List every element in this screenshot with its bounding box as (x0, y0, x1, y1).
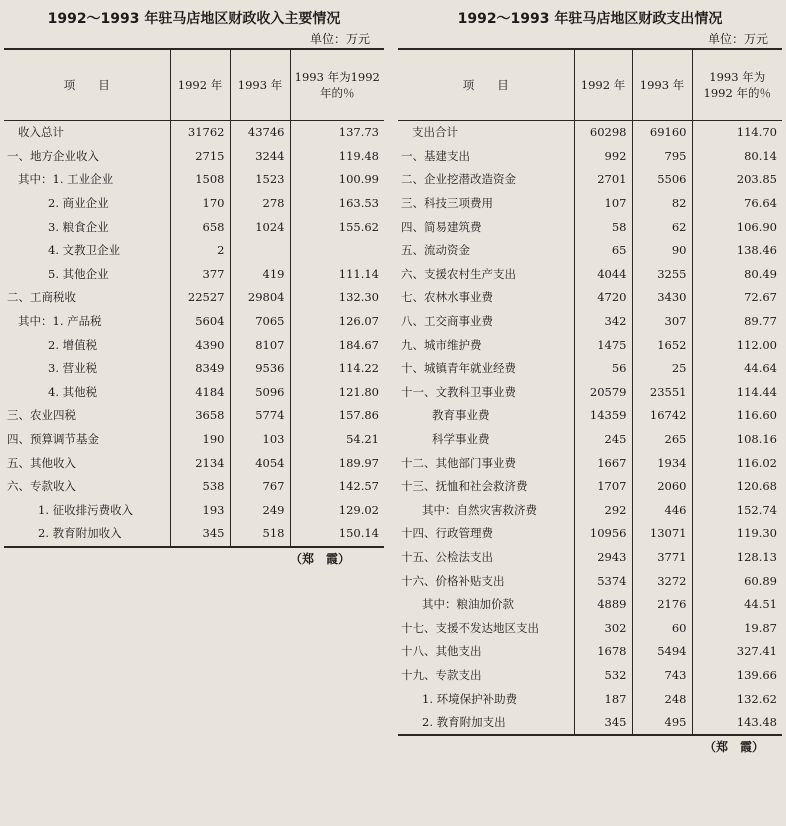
value-1992: 2 (170, 239, 230, 263)
value-1993: 43746 (230, 121, 290, 145)
value-1993: 1523 (230, 168, 290, 192)
value-1993: 29804 (230, 286, 290, 310)
value-ratio: 114.22 (290, 357, 384, 381)
value-ratio (290, 239, 384, 263)
row-label: 5. 其他企业 (4, 263, 170, 287)
expenditure-author: （郑 霞） (703, 740, 764, 755)
value-ratio: 19.87 (692, 616, 782, 640)
value-ratio: 108.16 (692, 428, 782, 452)
row-label: 十六、价格补贴支出 (398, 569, 574, 593)
table-row (4, 239, 384, 263)
value-ratio: 116.02 (692, 451, 782, 475)
row-label: 其中：1. 工业企业 (4, 168, 170, 192)
table-row (4, 168, 384, 192)
table-row (4, 121, 384, 145)
revenue-table-body (4, 121, 384, 547)
value-1993: 16742 (632, 404, 692, 428)
table-row (398, 475, 782, 499)
table-row (398, 711, 782, 736)
table-row (398, 192, 782, 216)
value-1992: 107 (574, 192, 632, 216)
header-item: 项 目 (398, 49, 574, 121)
value-1993: 5774 (230, 404, 290, 428)
revenue-table-title: 1992～1993 年驻马店地区财政收入主要情况 (47, 11, 341, 27)
value-1992: 8349 (170, 357, 230, 381)
expenditure-table-body (398, 121, 782, 736)
value-1993: 1652 (632, 333, 692, 357)
value-ratio: 111.14 (290, 263, 384, 287)
value-1993: 7065 (230, 310, 290, 334)
value-1993: 518 (230, 522, 290, 547)
value-1993: 767 (230, 475, 290, 499)
value-ratio: 152.74 (692, 499, 782, 523)
row-label: 2. 教育附加收入 (4, 522, 170, 547)
value-1992: 4044 (574, 263, 632, 287)
row-label: 二、企业挖潜改造资金 (398, 168, 574, 192)
table-row (398, 333, 782, 357)
value-1993: 103 (230, 428, 290, 452)
value-1992: 245 (574, 428, 632, 452)
value-1992: 2701 (574, 168, 632, 192)
value-ratio: 121.80 (290, 381, 384, 405)
row-label: 4. 其他税 (4, 381, 170, 405)
value-1993: 60 (632, 616, 692, 640)
value-1993: 495 (632, 711, 692, 736)
value-ratio: 126.07 (290, 310, 384, 334)
table-row (4, 451, 384, 475)
value-1993: 82 (632, 192, 692, 216)
value-1992: 5604 (170, 310, 230, 334)
header-1992: 1992 年 (170, 49, 230, 121)
value-ratio: 132.62 (692, 687, 782, 711)
value-1992: 4184 (170, 381, 230, 405)
value-ratio: 203.85 (692, 168, 782, 192)
value-1992: 4390 (170, 333, 230, 357)
value-1992: 2943 (574, 546, 632, 570)
value-1993: 2060 (632, 475, 692, 499)
row-label: 十四、行政管理费 (398, 522, 574, 546)
table-row (4, 404, 384, 428)
value-ratio: 163.53 (290, 192, 384, 216)
row-label: 3. 营业税 (4, 357, 170, 381)
row-label: 七、农林水事业费 (398, 286, 574, 310)
value-1993: 25 (632, 357, 692, 381)
value-1993: 307 (632, 310, 692, 334)
value-1993 (230, 239, 290, 263)
table-row (4, 522, 384, 547)
row-label: 一、基建支出 (398, 145, 574, 169)
value-1992: 345 (170, 522, 230, 547)
value-1993: 743 (632, 664, 692, 688)
value-1992: 1678 (574, 640, 632, 664)
row-label: 十一、文教科卫事业费 (398, 381, 574, 405)
row-label: 教育事业费 (398, 404, 574, 428)
value-1993: 248 (632, 687, 692, 711)
expenditure-header-row (398, 49, 782, 121)
row-label: 4. 文教卫企业 (4, 239, 170, 263)
value-ratio: 76.64 (692, 192, 782, 216)
row-label: 科学事业费 (398, 428, 574, 452)
row-label: 十二、其他部门事业费 (398, 451, 574, 475)
table-row (4, 381, 384, 405)
value-1992: 377 (170, 263, 230, 287)
row-label: 六、支援农村生产支出 (398, 263, 574, 287)
value-1992: 992 (574, 145, 632, 169)
table-row (398, 263, 782, 287)
table-row (398, 640, 782, 664)
row-label: 十九、专款支出 (398, 664, 574, 688)
value-ratio: 184.67 (290, 333, 384, 357)
value-1993: 795 (632, 145, 692, 169)
value-1992: 190 (170, 428, 230, 452)
value-ratio: 327.41 (692, 640, 782, 664)
value-ratio: 114.44 (692, 381, 782, 405)
value-ratio: 155.62 (290, 215, 384, 239)
table-row (4, 310, 384, 334)
header-ratio: 1993 年为1992 年的％ (290, 49, 384, 121)
row-label: 一、地方企业收入 (4, 145, 170, 169)
value-ratio: 139.66 (692, 664, 782, 688)
value-1992: 56 (574, 357, 632, 381)
value-1992: 342 (574, 310, 632, 334)
value-1992: 2134 (170, 451, 230, 475)
value-1993: 3272 (632, 569, 692, 593)
row-label: 五、其他收入 (4, 451, 170, 475)
value-1993: 265 (632, 428, 692, 452)
value-ratio: 157.86 (290, 404, 384, 428)
table-row (398, 546, 782, 570)
value-ratio: 143.48 (692, 711, 782, 736)
value-1992: 187 (574, 687, 632, 711)
value-1992: 4720 (574, 286, 632, 310)
table-row (398, 451, 782, 475)
value-ratio: 116.60 (692, 404, 782, 428)
table-row (398, 239, 782, 263)
table-row (4, 215, 384, 239)
revenue-table (4, 48, 384, 548)
value-ratio: 119.48 (290, 145, 384, 169)
value-ratio: 119.30 (692, 522, 782, 546)
value-1992: 2715 (170, 145, 230, 169)
table-row (398, 687, 782, 711)
header-1992: 1992 年 (574, 49, 632, 121)
row-label: 2. 增值税 (4, 333, 170, 357)
table-row (398, 404, 782, 428)
value-ratio: 89.77 (692, 310, 782, 334)
value-1993: 3771 (632, 546, 692, 570)
value-1993: 419 (230, 263, 290, 287)
value-ratio: 138.46 (692, 239, 782, 263)
value-1992: 14359 (574, 404, 632, 428)
value-ratio: 106.90 (692, 215, 782, 239)
table-row (398, 145, 782, 169)
row-label: 三、农业四税 (4, 404, 170, 428)
table-row (4, 333, 384, 357)
value-1992: 345 (574, 711, 632, 736)
value-ratio: 137.73 (290, 121, 384, 145)
table-row (398, 168, 782, 192)
revenue-unit-label: 单位：万元 (309, 32, 370, 46)
row-label: 3. 粮食企业 (4, 215, 170, 239)
row-label: 支出合计 (398, 121, 574, 145)
revenue-header-row (4, 49, 384, 121)
table-row (398, 522, 782, 546)
table-row (4, 263, 384, 287)
row-label: 八、工交商事业费 (398, 310, 574, 334)
header-1993: 1993 年 (632, 49, 692, 121)
value-1992: 3658 (170, 404, 230, 428)
value-ratio: 142.57 (290, 475, 384, 499)
value-ratio: 150.14 (290, 522, 384, 547)
value-ratio: 112.00 (692, 333, 782, 357)
value-1993: 2176 (632, 593, 692, 617)
value-1993: 278 (230, 192, 290, 216)
value-1992: 5374 (574, 569, 632, 593)
row-label: 其中：粮油加价款 (398, 593, 574, 617)
value-1992: 193 (170, 499, 230, 523)
value-1993: 249 (230, 499, 290, 523)
row-label: 十八、其他支出 (398, 640, 574, 664)
table-row (398, 593, 782, 617)
value-1993: 446 (632, 499, 692, 523)
value-1992: 1508 (170, 168, 230, 192)
expenditure-panel (398, 0, 782, 758)
value-ratio: 72.67 (692, 286, 782, 310)
row-label: 十七、支援不发达地区支出 (398, 616, 574, 640)
revenue-panel (4, 0, 384, 570)
table-row (398, 215, 782, 239)
row-label: 三、科技三项费用 (398, 192, 574, 216)
value-1993: 4054 (230, 451, 290, 475)
value-ratio: 80.14 (692, 145, 782, 169)
row-label: 九、城市维护费 (398, 333, 574, 357)
row-label: 五、流动资金 (398, 239, 574, 263)
value-ratio: 132.30 (290, 286, 384, 310)
value-ratio: 44.51 (692, 593, 782, 617)
value-ratio: 120.68 (692, 475, 782, 499)
table-row (398, 664, 782, 688)
value-1993: 5096 (230, 381, 290, 405)
value-1992: 170 (170, 192, 230, 216)
value-1992: 532 (574, 664, 632, 688)
row-label: 二、工商税收 (4, 286, 170, 310)
table-row (4, 428, 384, 452)
expenditure-table (398, 48, 782, 736)
table-row (398, 357, 782, 381)
value-ratio: 114.70 (692, 121, 782, 145)
value-1993: 5506 (632, 168, 692, 192)
value-1992: 1667 (574, 451, 632, 475)
value-1992: 20579 (574, 381, 632, 405)
table-row (398, 121, 782, 145)
value-1993: 62 (632, 215, 692, 239)
table-row (4, 145, 384, 169)
row-label: 四、简易建筑费 (398, 215, 574, 239)
header-ratio: 1993 年为1992 年的％ (692, 49, 782, 121)
value-1992: 10956 (574, 522, 632, 546)
value-1992: 60298 (574, 121, 632, 145)
table-row (398, 286, 782, 310)
revenue-author: （郑 霞） (289, 551, 350, 566)
row-label: 六、专款收入 (4, 475, 170, 499)
value-1992: 22527 (170, 286, 230, 310)
expenditure-table-title: 1992～1993 年驻马店地区财政支出情况 (457, 11, 723, 27)
value-1992: 58 (574, 215, 632, 239)
value-ratio: 54.21 (290, 428, 384, 452)
table-row (398, 499, 782, 523)
row-label: 十、城镇青年就业经费 (398, 357, 574, 381)
value-ratio: 128.13 (692, 546, 782, 570)
table-row (398, 428, 782, 452)
value-ratio: 44.64 (692, 357, 782, 381)
value-1992: 292 (574, 499, 632, 523)
value-1993: 8107 (230, 333, 290, 357)
table-row (4, 286, 384, 310)
value-1993: 1024 (230, 215, 290, 239)
value-1992: 65 (574, 239, 632, 263)
value-1992: 658 (170, 215, 230, 239)
value-1992: 4889 (574, 593, 632, 617)
row-label: 1. 环境保护补助费 (398, 687, 574, 711)
row-label: 十三、抚恤和社会救济费 (398, 475, 574, 499)
row-label: 收入总计 (4, 121, 170, 145)
value-1992: 538 (170, 475, 230, 499)
table-row (398, 616, 782, 640)
value-ratio: 189.97 (290, 451, 384, 475)
value-1992: 302 (574, 616, 632, 640)
value-1993: 13071 (632, 522, 692, 546)
value-1993: 9536 (230, 357, 290, 381)
value-1993: 3255 (632, 263, 692, 287)
table-row (398, 381, 782, 405)
row-label: 其中：1. 产品税 (4, 310, 170, 334)
row-label: 其中：自然灾害救济费 (398, 499, 574, 523)
value-1993: 1934 (632, 451, 692, 475)
value-1993: 23551 (632, 381, 692, 405)
value-1992: 1707 (574, 475, 632, 499)
row-label: 四、预算调节基金 (4, 428, 170, 452)
value-1993: 69160 (632, 121, 692, 145)
value-1992: 31762 (170, 121, 230, 145)
table-row (398, 569, 782, 593)
expenditure-unit-label: 单位：万元 (707, 32, 768, 46)
table-row (4, 192, 384, 216)
table-row (4, 357, 384, 381)
table-row (398, 310, 782, 334)
header-item: 项 目 (4, 49, 170, 121)
row-label: 1. 征收排污费收入 (4, 499, 170, 523)
value-1993: 3430 (632, 286, 692, 310)
table-row (4, 475, 384, 499)
row-label: 2. 教育附加支出 (398, 711, 574, 736)
value-ratio: 129.02 (290, 499, 384, 523)
header-1993: 1993 年 (230, 49, 290, 121)
value-ratio: 60.89 (692, 569, 782, 593)
value-1993: 90 (632, 239, 692, 263)
value-ratio: 100.99 (290, 168, 384, 192)
row-label: 2. 商业企业 (4, 192, 170, 216)
value-1992: 1475 (574, 333, 632, 357)
value-1993: 3244 (230, 145, 290, 169)
table-row (4, 499, 384, 523)
row-label: 十五、公检法支出 (398, 546, 574, 570)
value-ratio: 80.49 (692, 263, 782, 287)
value-1993: 5494 (632, 640, 692, 664)
